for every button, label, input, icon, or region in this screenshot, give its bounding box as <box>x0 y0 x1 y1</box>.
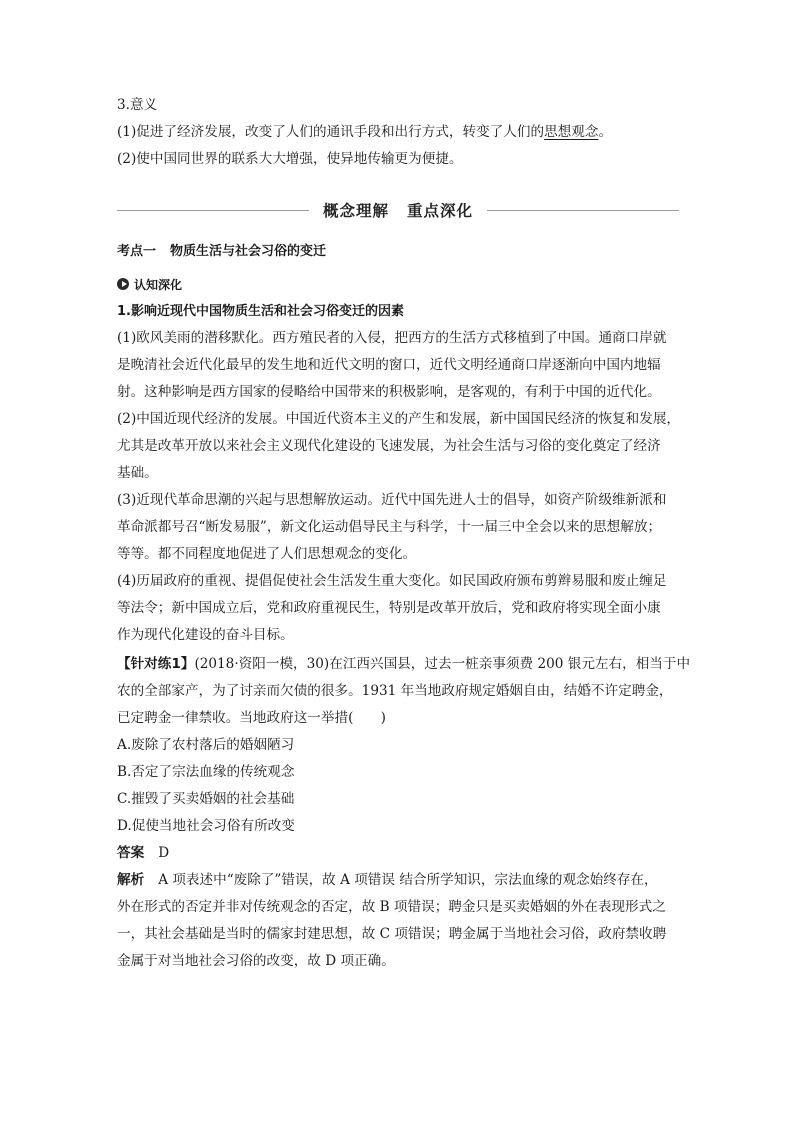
section-title: 概念理解 重点深化 <box>322 202 474 220</box>
answer-label: 答案 <box>117 845 145 861</box>
analysis-line-2: 外在形式的否定并非对传统观念的否定，故 B 项错误；聘金只是买卖婚姻的外在表现形式之 <box>117 899 666 915</box>
answer-line <box>117 840 679 867</box>
meaning-title: 3.意义 <box>117 97 158 113</box>
renzhi-label: 认知深化 <box>117 276 679 292</box>
exercise-tag: 【针对练1】 <box>117 656 195 672</box>
play-circle-icon <box>117 278 129 290</box>
meaning-item-1: (1)促进了经济发展，改变了人们的通讯手段和出行方式，转变了人们的思想观念。 <box>117 124 613 140</box>
factors-line: 基础。 <box>117 465 158 481</box>
factors-line: 是晚清社会近代化最早的发生地和近代文明的窗口，近代文明经通商口岸逐渐向中国内地辐 <box>117 357 661 373</box>
kaodian-title: 物质生活与社会习俗的变迁 <box>170 244 327 259</box>
option-a: A.废除了农村落后的婚姻陋习 <box>117 737 295 753</box>
analysis-line-3: 一，其社会基础是当时的儒家封建思想，故 C 项错误；聘金属于当地社会习俗，政府禁收聘 <box>117 926 667 942</box>
factors-line: (2)中国近现代经济的发展。中国近代资本主义的产生和发展，新中国国民经济的恢复和发展， <box>117 411 681 427</box>
factors-line: (3)近现代革命思潮的兴起与思想解放运动。近代中国先进人士的倡导，如资产阶级维新派和 <box>117 492 667 508</box>
option-d: D.促使当地社会习俗有所改变 <box>117 818 295 834</box>
factors-line: 等等。都不同程度地促进了人们思想观念的变化。 <box>117 546 417 562</box>
factors-line: 等法令；新中国成立后，党和政府重视民生，特别是改革开放后，党和政府将实现全面小康 <box>117 600 661 616</box>
factors-line: (4)历届政府的重视、提倡促使社会生活发生重大变化。如民国政府颁布剪辫易服和废止缠足 <box>117 573 667 589</box>
kaodian-heading <box>117 240 679 264</box>
underlined-term: 思想观念 <box>544 124 599 140</box>
factors-title: 1.影响近现代中国物质生活和社会习俗变迁的因素 <box>117 304 404 319</box>
exercise-section <box>117 651 691 975</box>
option-b: B.否定了宗法血缘的传统观念 <box>117 764 295 780</box>
exercise-stem-2: 农的全部家产，为了讨亲而欠债的很多。1931 年当地政府规定婚姻自由，结婚不许定聘金， <box>117 683 673 699</box>
factors-line: 革命派都号召“断发易服”，新文化运动倡导民主与科学，十一届三中全会以来的思想解放； <box>117 519 662 535</box>
factors-line: 作为现代化建设的奋斗目标。 <box>117 627 294 643</box>
analysis-label: 解析 <box>117 872 145 888</box>
factors-line: 尤其是改革开放以来社会主义现代化建设的飞速发展，为社会生活与习俗的变化奠定了经济 <box>117 438 661 454</box>
factors-section <box>117 298 679 649</box>
heading-rule-left <box>117 210 309 211</box>
meaning-item-2: (2)使中国同世界的联系大大增强，使异地传输更为便捷。 <box>117 151 463 167</box>
kaodian-label: 考点一 <box>117 244 157 259</box>
analysis-line-1: 解析 A 项表述中“废除了”错误，故 A 项错误 结合所学知识，宗法血缘的观念始终存在， <box>117 872 658 888</box>
heading-rule-right <box>487 210 679 211</box>
option-c: C.摧毁了买卖婚姻的社会基础 <box>117 791 295 807</box>
section-heading <box>117 196 679 224</box>
factors-line: 射。这种影响是西方国家的侵略给中国带来的积极影响，是客观的，有利于中国的近代化。 <box>117 384 661 400</box>
exercise-stem-1: 【针对练1】(2018·资阳一模，30)在江西兴国县，过去一桩亲事须费 200 银元左右，相当于中 <box>117 656 691 672</box>
exercise-stem-3: 已定聘金一律禁收。当地政府这一举措( ) <box>117 710 386 726</box>
analysis-line-4: 金属于对当地社会习俗的改变，故 D 项正确。 <box>117 953 395 969</box>
answer-value: D <box>158 845 170 861</box>
factors-line: (1)欧风美雨的潜移默化。西方殖民者的入侵，把西方的生活方式移植到了中国。通商口岸就 <box>117 330 667 346</box>
meaning-section <box>117 92 679 173</box>
